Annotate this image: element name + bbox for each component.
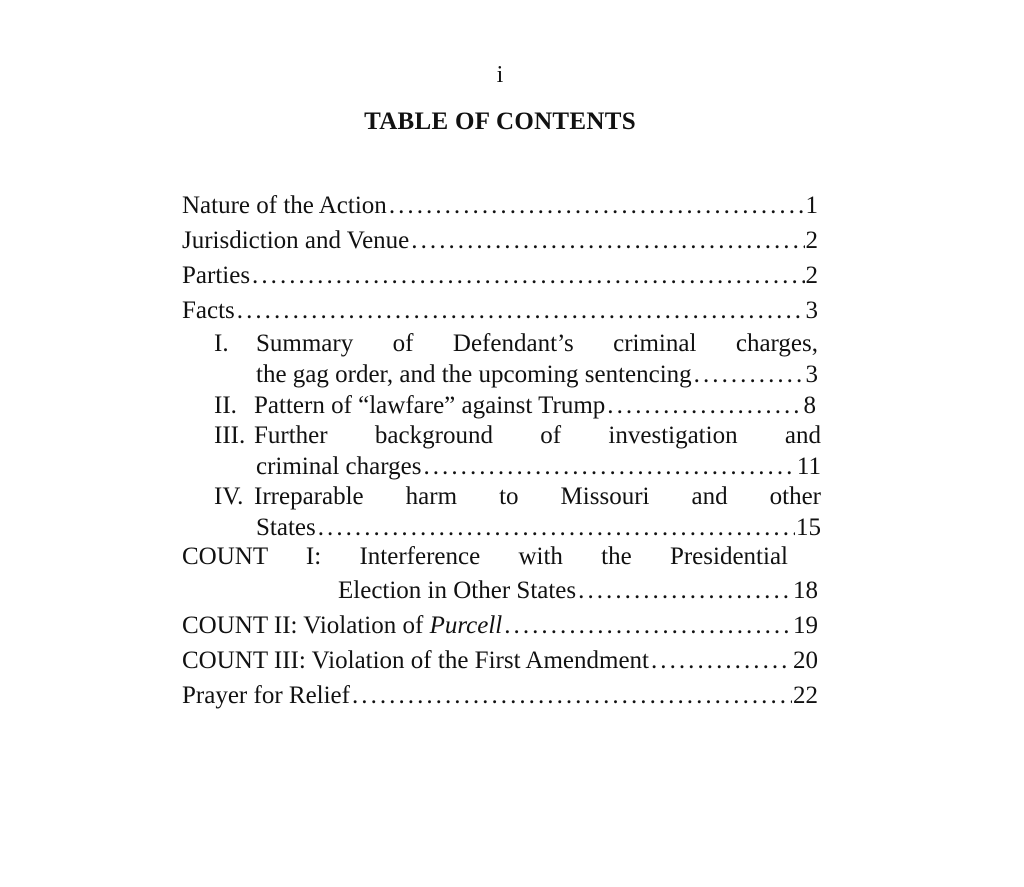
- toc-entry-page: 22: [793, 682, 818, 709]
- dot-leader: [694, 359, 805, 390]
- toc-entry-line: COUNT I: Interference with the Presidential: [182, 543, 788, 570]
- toc-entry-text: COUNT II: Violation of Purcell: [182, 612, 503, 639]
- toc-entry-page: 3: [805, 361, 818, 388]
- toc-entry-count-ii: [182, 610, 818, 645]
- toc-entry-page: 2: [805, 227, 818, 254]
- toc-entry-page: 15: [796, 514, 821, 541]
- toc-entry-page: 1: [805, 192, 818, 219]
- toc-entry-page: 8: [803, 392, 816, 419]
- toc-entry-nature-of-action: [182, 190, 818, 225]
- toc-entry-page: 20: [793, 647, 818, 674]
- dot-leader: [411, 225, 804, 256]
- toc-subentry-line: Pattern of “lawfare” against Trump: [254, 392, 606, 419]
- toc-entry-page: 18: [793, 577, 818, 604]
- dot-leader: [651, 645, 792, 676]
- toc-title: TABLE OF CONTENTS: [364, 108, 636, 135]
- toc-subentry-line: States: [256, 514, 316, 541]
- dot-leader: [252, 260, 804, 291]
- toc-entry-jurisdiction: [182, 225, 818, 260]
- toc-subentry-line: criminal charges: [256, 453, 422, 480]
- toc-entry-page: 2: [805, 262, 818, 289]
- dot-leader: [389, 190, 805, 221]
- toc-entry-count-iii: [182, 645, 818, 680]
- toc-entry-prayer-for-relief: [182, 680, 818, 715]
- table-of-contents: [182, 190, 821, 715]
- case-name-italic: Purcell: [429, 612, 503, 639]
- toc-entry-facts: [182, 295, 818, 328]
- toc-entry-page: 11: [796, 453, 821, 480]
- toc-subentry-i: [214, 328, 818, 390]
- dot-leader: [352, 680, 792, 711]
- toc-entry-page: 3: [805, 297, 818, 324]
- dot-leader: [607, 390, 802, 421]
- toc-subentry-line: Irreparable harm to Missouri and other: [254, 483, 821, 510]
- toc-subentry-line: the gag order, and the upcoming sentencing: [256, 361, 692, 388]
- page-number: i: [496, 62, 504, 88]
- toc-entry-text: Facts: [182, 297, 235, 324]
- toc-subentry-ii: [214, 390, 818, 420]
- toc-entry-page: 19: [793, 612, 818, 639]
- dot-leader: [423, 451, 795, 482]
- toc-entry-text: Prayer for Relief: [182, 682, 350, 709]
- toc-entry-parties: [182, 260, 818, 295]
- toc-subentry-line: Further background of investigation and: [254, 422, 821, 449]
- section-number: I.: [214, 330, 229, 357]
- section-number: IV.: [214, 483, 244, 510]
- dot-leader: [578, 575, 792, 606]
- toc-subentry-iii: [214, 420, 821, 481]
- toc-subentry-iv: [214, 481, 821, 541]
- toc-entry-text: COUNT III: Violation of the First Amendment: [182, 647, 649, 674]
- section-number: III.: [214, 422, 246, 449]
- toc-subentry-line: Summary of Defendant’s criminal charges,: [256, 330, 818, 357]
- toc-entry-text: Jurisdiction and Venue: [182, 227, 410, 254]
- toc-entry-line: Election in Other States: [338, 577, 577, 604]
- dot-leader: [237, 295, 805, 326]
- dot-leader: [318, 512, 795, 543]
- toc-entry-text: Nature of the Action: [182, 192, 387, 219]
- toc-entry-text: Parties: [182, 262, 251, 289]
- toc-entry-count-i: [182, 541, 818, 610]
- section-number: II.: [214, 392, 237, 419]
- dot-leader: [504, 610, 792, 641]
